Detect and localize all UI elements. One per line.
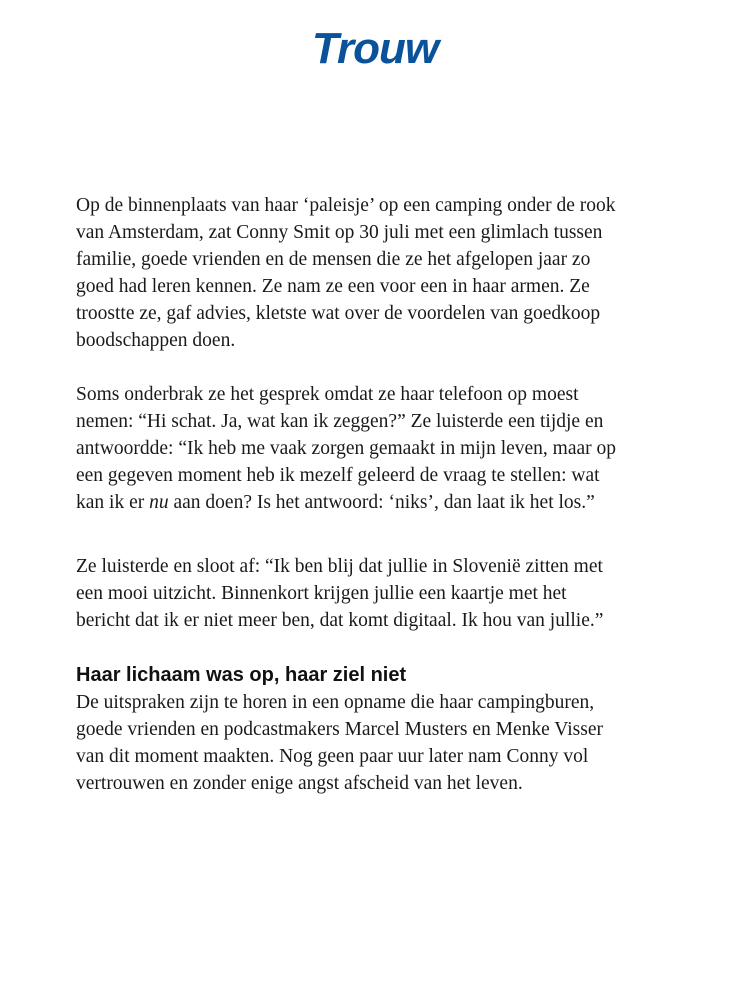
text-line: boodschappen doen. (76, 330, 236, 351)
text-line: goede vrienden en podcastmakers Marcel Musters en Menke Visser (76, 719, 603, 740)
text-line: Op de binnenplaats van haar ‘paleisje’ op een camping onder de rook (76, 195, 616, 216)
article-body (76, 192, 696, 797)
text-line: antwoordde: “Ik heb me vaak zorgen gemaakt in mijn leven, maar op (76, 438, 617, 459)
text-line: bericht dat ik er niet meer ben, dat komt digitaal. Ik hou van jullie.” (76, 610, 604, 631)
text-segment: kan ik er (76, 492, 150, 513)
text-line: Soms onderbrak ze het gesprek omdat ze haar telefoon op moest (76, 384, 579, 405)
paragraph-1 (76, 192, 696, 354)
text-line: familie, goede vrienden en de mensen die ze het afgelopen jaar zo (76, 249, 591, 270)
text-line: troostte ze, gaf advies, kletste wat over de voordelen van goedkoop (76, 303, 601, 324)
text-line: vertrouwen en zonder enige angst afscheid van het leven. (76, 773, 523, 794)
text-line: van dit moment maakten. Nog geen paar uur later nam Conny vol (76, 746, 589, 767)
text-line (76, 489, 696, 516)
paragraph-4 (76, 689, 696, 797)
paragraph-2 (76, 381, 696, 516)
text-line: goed had leren kennen. Ze nam ze een voor een in haar armen. Ze (76, 276, 590, 297)
trouw-logo[interactable]: Trouw (311, 24, 439, 73)
paragraph-3 (76, 553, 696, 634)
italic-emphasis: nu (149, 492, 169, 513)
text-line: De uitspraken zijn te horen in een opname die haar campingburen, (76, 692, 595, 713)
text-line: Ze luisterde en sloot af: “Ik ben blij dat jullie in Slovenië zitten met (76, 556, 603, 577)
text-line: een mooi uitzicht. Binnenkort krijgen jullie een kaartje met het (76, 583, 567, 604)
text-line: van Amsterdam, zat Conny Smit op 30 juli met een glimlach tussen (76, 222, 603, 243)
text-line: een gegeven moment heb ik mezelf geleerd de vraag te stellen: wat (76, 465, 600, 486)
text-segment: aan doen? Is het antwoord: ‘niks’, dan laat ik het los.” (168, 492, 595, 513)
text-line: nemen: “Hi schat. Ja, wat kan ik zeggen?” Ze luisterde een tijdje en (76, 411, 604, 432)
subheading: Haar lichaam was op, haar ziel niet (76, 664, 407, 686)
